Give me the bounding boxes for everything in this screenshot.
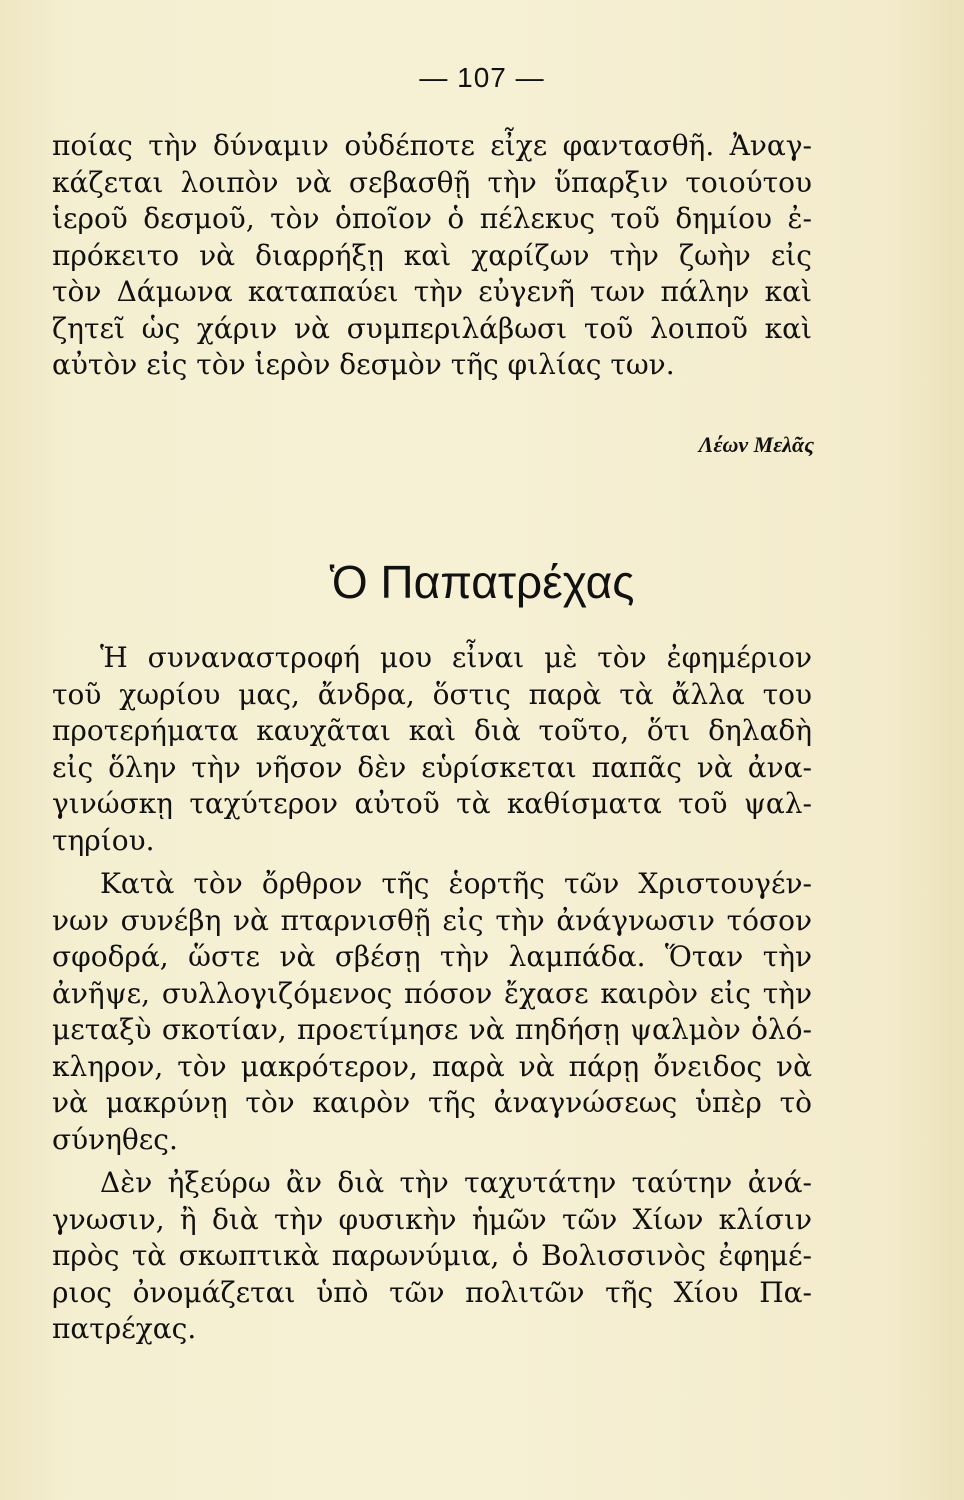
text-line: νων συνέβη νὰ πταρνισθῇ εἰς τὴν ἀνάγνωσιν τόσον xyxy=(52,903,812,937)
text-line: Ἡ συναναστροφή μου εἶναι μὲ τὸν ἐφημέριον xyxy=(100,641,812,674)
intro-text-block xyxy=(52,128,812,384)
text-line: σφοδρά, ὥστε νὰ σβέσῃ τὴν λαμπάδα. Ὅταν τὴν xyxy=(52,940,812,973)
page-number: — 107 — xyxy=(419,62,545,93)
text-line: τοῦ χωρίου μας, ἄνδρα, ὅστις παρὰ τὰ ἄλλα του xyxy=(52,677,812,711)
text-line: τηρίου. xyxy=(52,823,155,857)
section-heading: Ὁ Παπατρέχας xyxy=(329,556,635,608)
text-line: ἀνῆψε, συλλογιζόμενος πόσον ἔχασε καιρὸν εἰς τὴν xyxy=(52,976,812,1010)
paragraph-3 xyxy=(52,1165,812,1348)
text-line: πρὸς τὰ σκωπτικὰ παρωνύμια, ὁ Βολισσινὸς ἐφημέ- xyxy=(52,1239,812,1272)
text-line: ποίας τὴν δύναμιν οὐδέποτε εἶχε φαντασθῆ. Ἀναγ- xyxy=(52,129,812,162)
text-line: προτερήματα καυχᾶται καὶ διὰ τοῦτο, ὅτι δηλαδὴ xyxy=(52,714,812,747)
paragraph-1 xyxy=(52,640,812,859)
text-line: Κατὰ τὸν ὄρθρον τῆς ἑορτῆς τῶν Χριστουγέν- xyxy=(100,867,812,900)
text-line: κληρον, τὸν μακρότερον, παρὰ νὰ πάρῃ ὄνειδος νὰ xyxy=(52,1049,812,1083)
text-line: σύνηθες. xyxy=(52,1122,178,1156)
text-line: κάζεται λοιπὸν νὰ σεβασθῇ τὴν ὕπαρξιν τοιούτου xyxy=(52,165,812,199)
author-signature: Λέων Μελᾶς xyxy=(698,432,814,457)
paragraph-2 xyxy=(52,866,812,1158)
text-line: γινώσκῃ ταχύτερον αὐτοῦ τὰ καθίσματα τοῦ ψαλ- xyxy=(52,787,812,820)
text-line: μεταξὺ σκοτίαν, προετίμησε νὰ πηδήσῃ ψαλμὸν ὁλό- xyxy=(52,1013,812,1046)
text-line: Δὲν ἠξεύρω ἂν διὰ τὴν ταχυτάτην ταύτην ἀνά- xyxy=(100,1166,812,1199)
text-line: πρόκειτο νὰ διαρρήξῃ καὶ χαρίζων τὴν ζωὴν εἰς xyxy=(52,238,812,272)
text-line: ριος ὀνομάζεται ὑπὸ τῶν πολιτῶν τῆς Χίου Πα- xyxy=(52,1275,812,1309)
text-line: αὐτὸν εἰς τὸν ἱερὸν δεσμὸν τῆς φιλίας των. xyxy=(52,348,675,381)
body-text-block xyxy=(52,640,812,1348)
text-line: εἰς ὅλην τὴν νῆσον δὲν εὑρίσκεται παπᾶς νὰ ἀνα- xyxy=(52,750,812,784)
text-line: γνωσιν, ἢ διὰ τὴν φυσικὴν ἡμῶν τῶν Χίων κλίσιν xyxy=(52,1202,812,1236)
text-line: ζητεῖ ὡς χάριν νὰ συμπεριλάβωσι τοῦ λοιποῦ καὶ xyxy=(52,311,812,345)
text-line: νὰ μακρύνῃ τὸν καιρὸν τῆς ἀναγνώσεως ὑπὲρ τὸ xyxy=(52,1086,812,1119)
text-line: ἱεροῦ δεσμοῦ, τὸν ὁποῖον ὁ πέλεκυς τοῦ δημίου ἐ- xyxy=(52,202,812,235)
text-line: τὸν Δάμωνα καταπαύει τὴν εὐγενῆ των πάλην καὶ xyxy=(52,275,812,308)
text-line: πατρέχας. xyxy=(52,1312,197,1345)
